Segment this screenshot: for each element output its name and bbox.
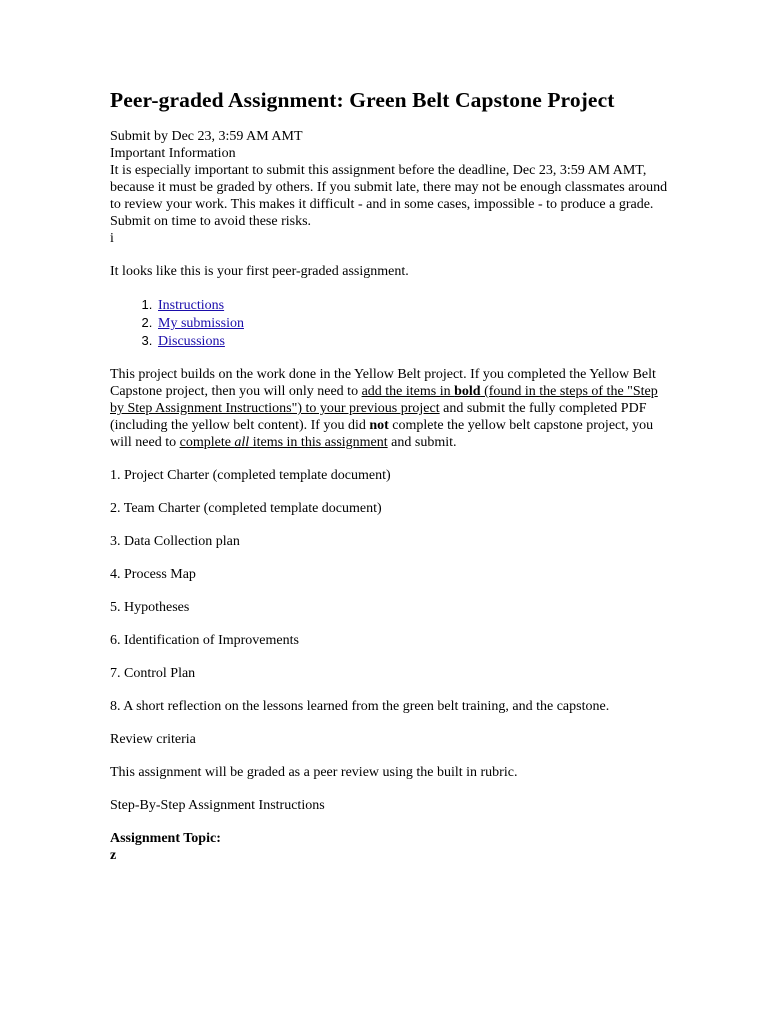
- intro-underline-2a: complete: [179, 435, 235, 450]
- deliverable-item: 4. Process Map: [110, 567, 196, 582]
- spacer: [110, 280, 668, 296]
- review-criteria-heading: Review criteria: [110, 732, 196, 747]
- my-submission-link[interactable]: My submission: [158, 316, 244, 331]
- intro-underline-1b: (found in the steps of the "Step by Step Assignment Instructions") to your previous project: [110, 384, 658, 416]
- nav-item-instructions: [156, 296, 668, 314]
- deliverable-item: 8. A short reflection on the lessons learned from the green belt training, and the capstone.: [110, 699, 610, 714]
- intro-text-3: complete the yellow belt capstone project, you will need to: [110, 418, 654, 450]
- spacer: [110, 247, 668, 263]
- review-criteria-text: This assignment will be graded as a peer review using the built in rubric.: [110, 765, 518, 780]
- discussions-link[interactable]: Discussions: [158, 334, 225, 349]
- first-peer-note: It looks like this is your first peer-graded assignment.: [110, 264, 409, 279]
- intro-underline-1a: add the items in: [361, 384, 455, 399]
- info-icon: i: [110, 231, 114, 246]
- submit-deadline: Submit by Dec 23, 3:59 AM AMT: [110, 129, 303, 144]
- intro-paragraph: [110, 366, 668, 451]
- intro-text-1: This project builds on the work done in the Yellow Belt project. If you completed the Yellow Belt Capstone project, then you will only need to: [110, 367, 656, 399]
- spacer: [110, 350, 668, 366]
- deliverable-item: 2. Team Charter (completed template document): [110, 501, 382, 516]
- page-title: Peer-graded Assignment: Green Belt Capstone Project: [110, 88, 615, 112]
- intro-bold-word: bold: [454, 384, 481, 399]
- important-text: It is especially important to submit this assignment before the deadline, Dec 23, 3:59 AM AMT, because it must be graded by others. If you submit late, there may not be enough classmates around to review your work. This makes it difficult - and in some cases, impossible - to produce a grade. Submit on time to avoid these risks.: [110, 163, 668, 229]
- deliverable-item: 3. Data Collection plan: [110, 534, 240, 549]
- nav-item-discussions: [156, 332, 668, 350]
- nav-item-my-submission: [156, 314, 668, 332]
- deliverable-item: 6. Identification of Improvements: [110, 633, 299, 648]
- topic-marker: z: [110, 848, 117, 863]
- intro-underline-2: [180, 435, 388, 450]
- step-by-step-heading: Step-By-Step Assignment Instructions: [110, 798, 325, 813]
- deliverable-item: 5. Hypotheses: [110, 600, 190, 615]
- deliverable-item: 1. Project Charter (completed template document): [110, 468, 391, 483]
- intro-not-word: not: [369, 418, 389, 433]
- intro-text-4: and submit.: [387, 435, 457, 450]
- assignment-nav: [110, 296, 668, 350]
- intro-text-2: and submit the fully completed PDF (including the yellow belt content). If you did: [110, 401, 647, 433]
- important-heading: Important Information: [110, 146, 236, 161]
- instructions-link[interactable]: Instructions: [158, 298, 225, 313]
- deliverable-item: 7. Control Plan: [110, 666, 196, 681]
- intro-all-word: all: [234, 435, 250, 450]
- intro-underline-2b: items in this assignment: [249, 435, 388, 450]
- assignment-topic-heading: Assignment Topic:: [110, 831, 221, 846]
